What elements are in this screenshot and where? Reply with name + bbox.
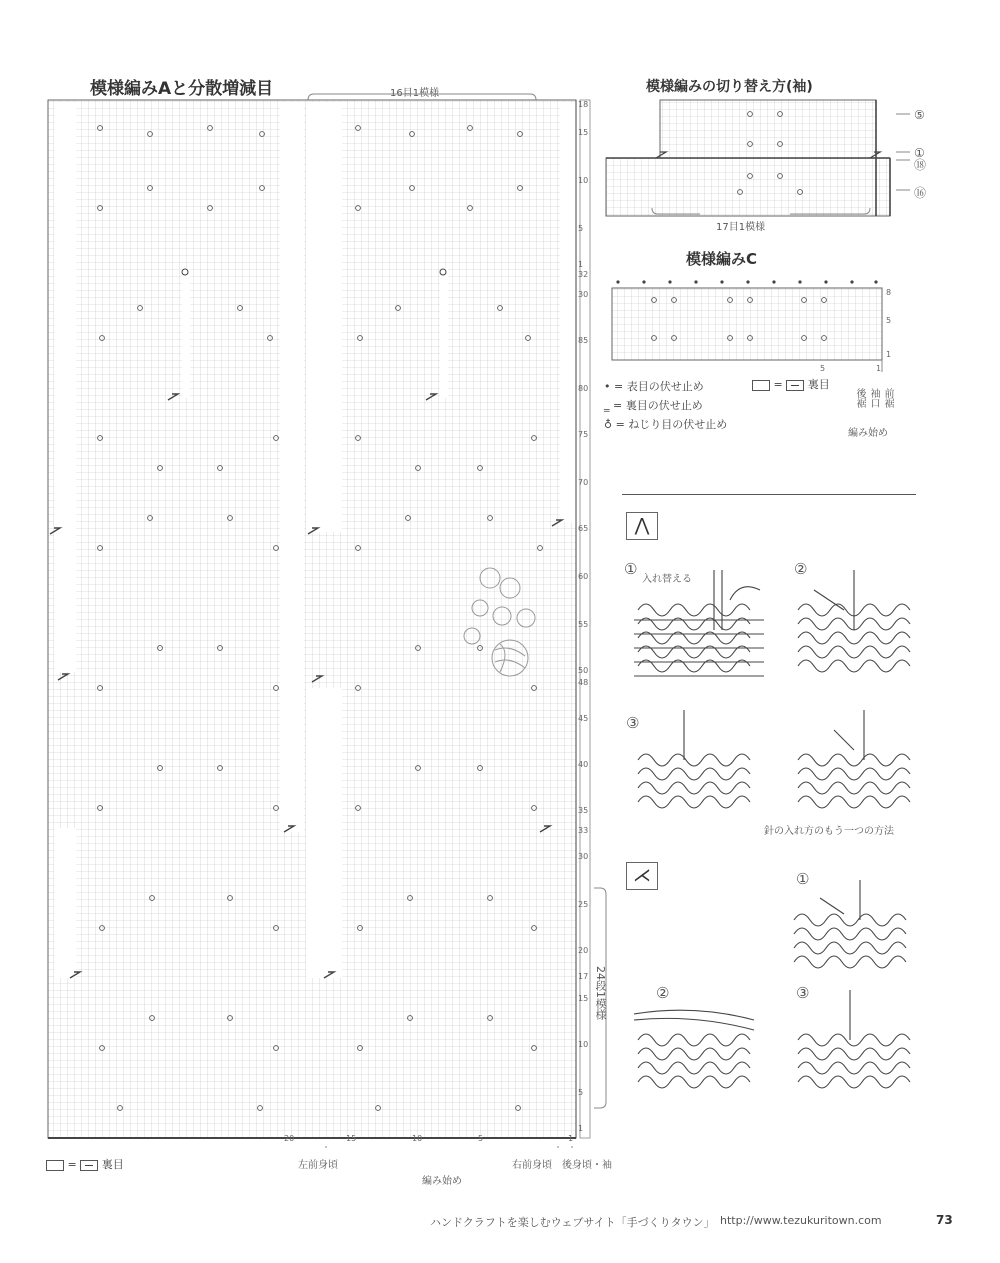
chart-c-row-tick: 8 [886, 288, 892, 297]
switch-marker: ① [914, 146, 925, 160]
chart-a-row-tick: 18 [578, 100, 589, 109]
switch-marker: ⑱ [914, 158, 927, 172]
footer-url[interactable]: http://www.tezukuritown.com [720, 1214, 882, 1227]
k2tog-symbol-box [626, 512, 658, 540]
chart-switch-title: 模様編みの切り替え方(袖) [646, 79, 813, 95]
chart-a-row-tick: 15 [578, 128, 589, 137]
chart-a-stitch-tick: 15 [346, 1134, 357, 1143]
switch-marker: ⑯ [914, 186, 927, 200]
ssk-step-3: ③ [796, 984, 810, 1002]
ssk-step-1: ① [796, 870, 810, 888]
k2tog-step-2: ② [794, 560, 808, 578]
chart-a-row-tick: 48 [578, 678, 589, 687]
back-sleeve-label: 後身頃・袖 [562, 1160, 612, 1171]
purl-box-icon [786, 380, 804, 391]
chart-c-stitch-tick: 1 [876, 364, 882, 373]
chart-a-stitch-tick: 10 [412, 1134, 423, 1143]
chart-a-row-tick: 30 [578, 290, 589, 299]
chart-a-row-tick: 1 [578, 260, 584, 269]
chart-a-legend [46, 1156, 124, 1172]
footer-text: ハンドクラフトを楽しむウェブサイト「手づくりタウン」 [430, 1216, 715, 1229]
chart-a-row-tick: 5 [578, 224, 584, 233]
label-back-hem: 後裾 [854, 388, 865, 408]
chart-a-repeat-label: 16目1模様 [390, 88, 440, 99]
chart-a-row-tick: 60 [578, 572, 589, 581]
chart-a-row-tick: 45 [578, 714, 589, 723]
chart-a-row-tick: 30 [578, 852, 589, 861]
chart-c-row-tick: 1 [886, 350, 892, 359]
chart-a-stitch-tick: 1 [568, 1134, 574, 1143]
legend-text: 裏目 [101, 1158, 124, 1171]
chart-a-grid [40, 88, 610, 1148]
chart-a-row-tick: 85 [578, 336, 589, 345]
chart-c-legend-bind-off-purl: ‗ = 裏目の伏せ止め [604, 399, 703, 412]
section-divider [622, 494, 916, 495]
chart-a-start-label: 編み始め [422, 1176, 462, 1187]
chart-c-legend-bind-off-knit: • = 表目の伏せ止め [604, 380, 704, 393]
chart-c-start-label: 編み始め [848, 428, 888, 439]
chart-a-row-tick: 5 [578, 1088, 584, 1097]
ssk-icon: ⋌ [633, 865, 651, 886]
chart-a-row-tick: 33 [578, 826, 589, 835]
chart-switch-grid [600, 96, 930, 236]
switch-marker: ⑤ [914, 108, 925, 122]
chart-a-row-tick: 70 [578, 478, 589, 487]
chart-a-row-tick: 80 [578, 384, 589, 393]
alt-method-label: 針の入れ方のもう一つの方法 [764, 826, 894, 837]
legend-eq: = [67, 1158, 77, 1171]
chart-c-grid [604, 276, 904, 376]
chart-c-row-tick: 5 [886, 316, 892, 325]
chart-a-row-tick: 10 [578, 176, 589, 185]
ssk-step-2: ② [656, 984, 670, 1002]
knit-illustrations-bottom [620, 870, 940, 1120]
knit-box-icon [752, 380, 770, 391]
knit-illustrations-top [620, 560, 940, 830]
chart-a-row-tick: 20 [578, 946, 589, 955]
chart-a-row-tick: 55 [578, 620, 589, 629]
knit-box-icon [46, 1160, 64, 1171]
chart-a-row-tick: 35 [578, 806, 589, 815]
chart-a-stitch-tick: 5 [478, 1134, 484, 1143]
purl-box-icon [80, 1160, 98, 1171]
page-number: 73 [936, 1213, 953, 1227]
right-front-label: 右前身頃 [512, 1160, 552, 1171]
chart-a-row-tick: 50 [578, 666, 589, 675]
k2tog-step-3: ③ [626, 714, 640, 732]
chart-a-row-tick: 15 [578, 994, 589, 1003]
chart-a-title: 模様編みAと分散増減目 [90, 79, 274, 99]
chart-c-stitch-tick: 5 [820, 364, 826, 373]
chart-a-row-tick: 65 [578, 524, 589, 533]
chart-a-row-tick: 10 [578, 1040, 589, 1049]
swap-label: 入れ替える [642, 574, 692, 585]
label-front-hem: 前裾 [882, 388, 893, 408]
chart-switch-repeat-label: 17目1模様 [716, 222, 766, 233]
chart-a-row-tick: 40 [578, 760, 589, 769]
k2tog-step-1: ① [624, 560, 638, 578]
chart-a-row-tick: 1 [578, 1124, 584, 1133]
chart-c-legend-bind-off-twisted: ♁ = ねじり目の伏せ止め [604, 418, 728, 431]
chart-a-row-tick: 32 [578, 270, 589, 279]
chart-a-row-tick: 25 [578, 900, 589, 909]
left-front-label: 左前身頃 [298, 1160, 338, 1171]
label-cuff: 袖口 [868, 388, 879, 408]
chart-a-row-tick: 75 [578, 430, 589, 439]
chart-c-legend-purl: = 裏目 [752, 376, 830, 392]
chart-a-stitch-tick: 20 [284, 1134, 295, 1143]
chart-c-title: 模様編みC [686, 250, 758, 268]
chart-a-row-tick: 17 [578, 972, 589, 981]
k2tog-icon: ⋀ [634, 515, 650, 536]
chart-a-rows-label: 24段1模様 [594, 966, 607, 1020]
